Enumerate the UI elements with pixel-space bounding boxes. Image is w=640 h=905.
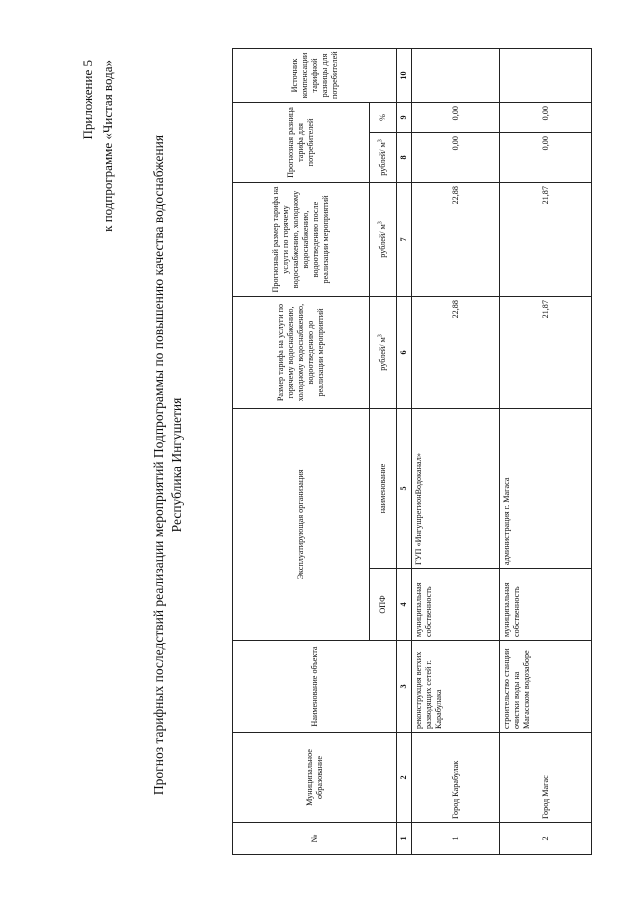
- unit-superscript: 3: [377, 334, 384, 338]
- unit-text: рублей/ м: [378, 142, 387, 176]
- header-no: №: [233, 823, 397, 855]
- row-object: строительство станции очистки воды на Магасском водозаборе: [500, 641, 592, 733]
- row-operator-name: ГУП «ИнгушрегионВодоканал»: [412, 409, 500, 569]
- header-unit-pct: %: [370, 102, 397, 132]
- row-tariff-before: 22,88: [412, 297, 500, 409]
- unit-text: рублей/ м: [378, 224, 387, 258]
- col-number: 9: [397, 102, 412, 132]
- header-source: Источник компенсации тарифной разницы для потребителей: [233, 48, 397, 102]
- header-unit-before: [370, 297, 397, 409]
- row-no: 1: [412, 823, 500, 855]
- column-number-row: [397, 48, 412, 854]
- header-difference: Прогнозная разница тарифа для потребителей: [233, 102, 370, 182]
- document-subtitle-region: Республика Ингушетия: [169, 397, 184, 533]
- appendix-subprogram: к подпрограмме «Чистая вода»: [100, 60, 115, 232]
- col-number: 3: [397, 641, 412, 733]
- row-opf: муниципальная собственность: [500, 569, 592, 641]
- header-municipality: Муниципальное образование: [233, 733, 397, 823]
- table-row: [412, 48, 500, 854]
- unit-text: рублей/ м: [378, 337, 387, 371]
- header-tariff-after: Прогнозный размер тарифа на услуги по горячему водоснабжению, холодному водоснабжению, водоотведению после реализации мероприятий: [233, 183, 370, 297]
- row-operator-name: администрация г. Магаса: [500, 409, 592, 569]
- header-opf: ОПФ: [370, 569, 397, 641]
- col-number: 10: [397, 48, 412, 102]
- col-number: 4: [397, 569, 412, 641]
- header-unit-after: [370, 183, 397, 297]
- col-number: 2: [397, 733, 412, 823]
- row-tariff-after: 21,87: [500, 183, 592, 297]
- table-row: [500, 48, 592, 854]
- col-number: 7: [397, 183, 412, 297]
- row-source: [412, 48, 500, 102]
- unit-superscript: 3: [377, 139, 384, 143]
- row-municipality: Город Карабулак: [412, 733, 500, 823]
- row-diff-rub: 0,00: [412, 133, 500, 183]
- row-tariff-after: 22,88: [412, 183, 500, 297]
- header-unit-diff: [370, 133, 397, 183]
- document-title: Прогноз тарифных последствий реализации мероприятий Подпрограммы по повышению качества водоснабжения: [151, 134, 166, 796]
- header-name: наименование: [370, 409, 397, 569]
- appendix-number: Приложение 5: [80, 60, 95, 140]
- row-tariff-before: 21,87: [500, 297, 592, 409]
- col-number: 6: [397, 297, 412, 409]
- unit-superscript: 3: [377, 221, 384, 225]
- header-operator: Эксплуатирующая организация: [233, 409, 370, 641]
- header-row-main: [233, 48, 370, 854]
- row-opf: муниципальная собственность: [412, 569, 500, 641]
- row-diff-rub: 0,00: [500, 133, 592, 183]
- header-tariff-before: Размер тарифа на услуги по горячему водоснабжению, холодному водоснабжению, водоотведению до реализации мероприятий: [233, 297, 370, 409]
- col-number: 8: [397, 133, 412, 183]
- row-municipality: Город Магас: [500, 733, 592, 823]
- row-no: 2: [500, 823, 592, 855]
- row-source: [500, 48, 592, 102]
- header-object: Наименование объекта: [233, 641, 397, 733]
- row-diff-pct: 0,00: [500, 102, 592, 132]
- tariff-forecast-table: [232, 48, 592, 855]
- col-number: 5: [397, 409, 412, 569]
- row-diff-pct: 0,00: [412, 102, 500, 132]
- col-number: 1: [397, 823, 412, 855]
- row-object: реконструкция ветхих разводящих сетей г. Карабулака: [412, 641, 500, 733]
